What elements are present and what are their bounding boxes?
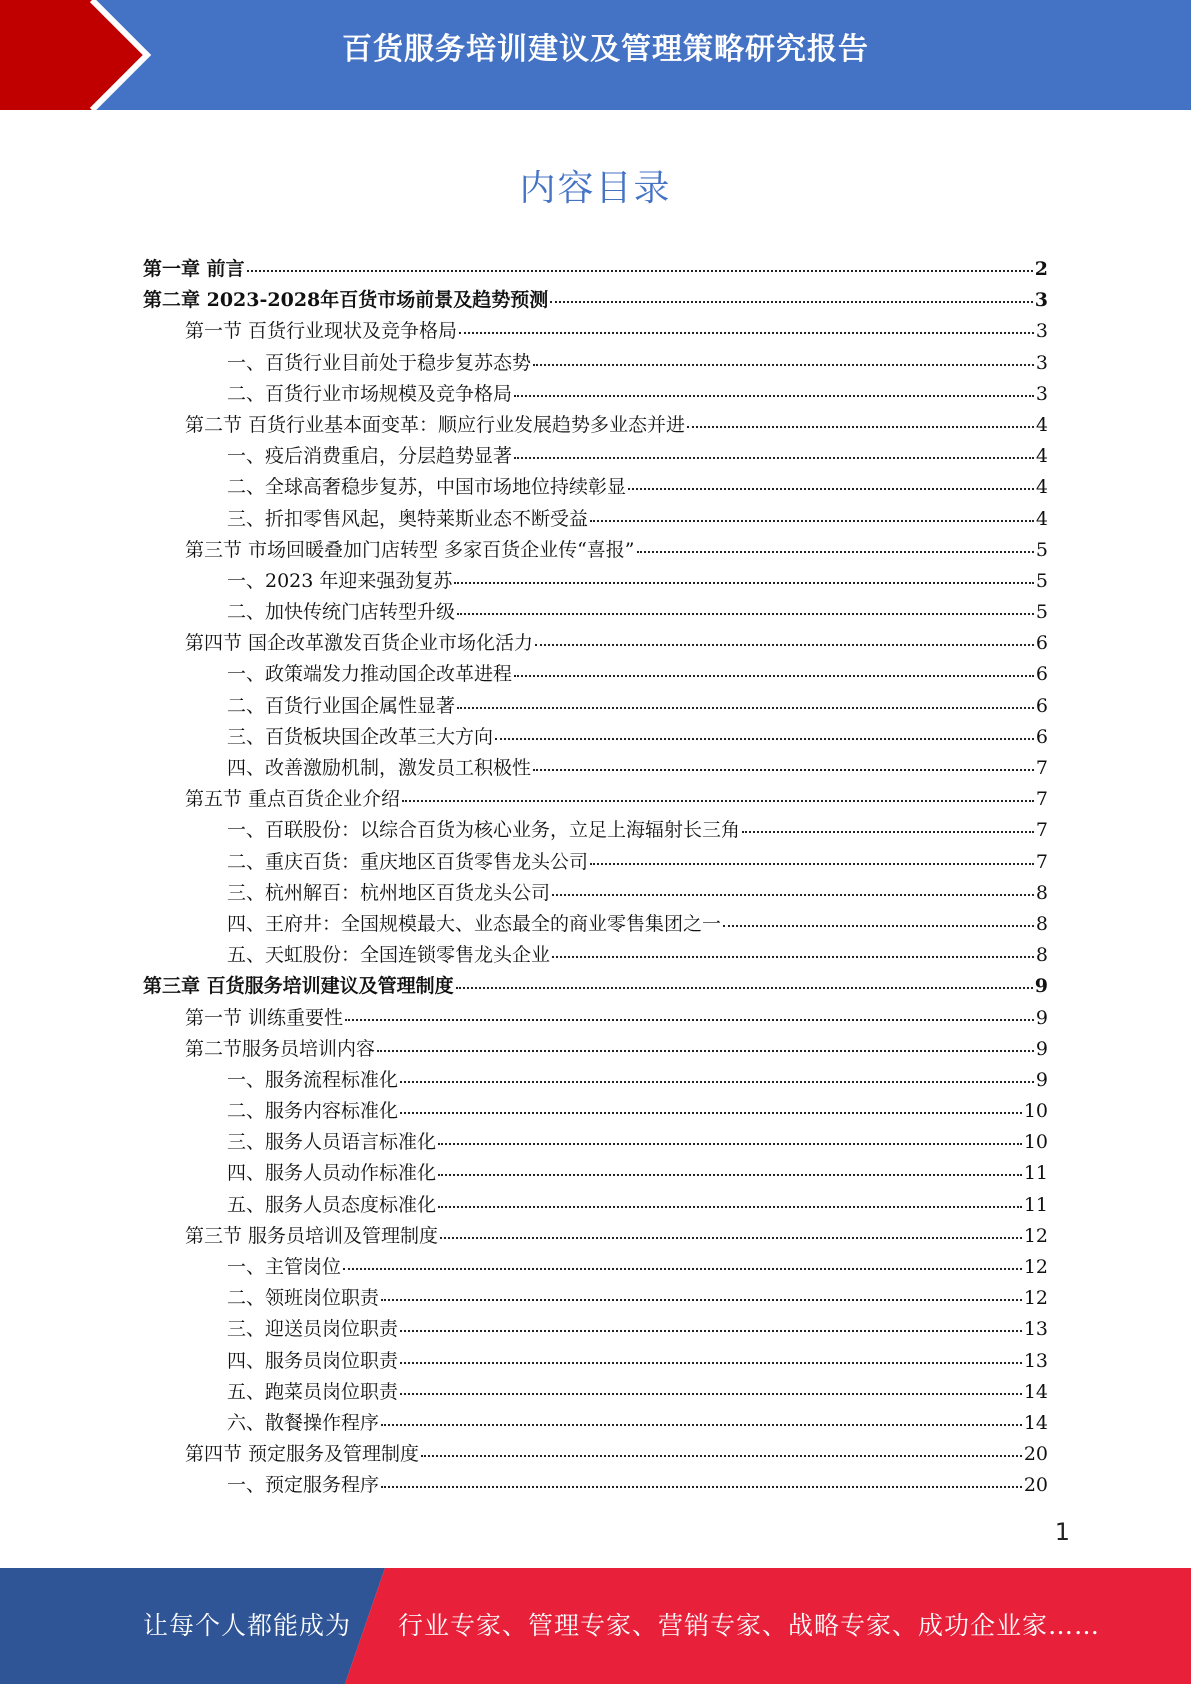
toc-dot-leader bbox=[495, 738, 1034, 740]
toc-entry-page: 6 bbox=[1035, 663, 1048, 686]
toc-entry-page: 13 bbox=[1023, 1349, 1048, 1372]
toc-entry-title: 三、服务人员语言标准化 bbox=[227, 1131, 437, 1154]
toc-entry-title: 一、疫后消费重启，分层趋势显著 bbox=[227, 445, 513, 468]
toc-entry-page: 8 bbox=[1035, 881, 1048, 904]
toc-dot-leader bbox=[345, 1019, 1034, 1021]
toc-entry-page: 3 bbox=[1035, 320, 1048, 343]
toc-dot-leader bbox=[590, 863, 1034, 865]
toc-entry-page: 6 bbox=[1035, 632, 1048, 655]
toc-entry[interactable] bbox=[143, 254, 1048, 285]
toc-entry[interactable] bbox=[143, 566, 1048, 597]
toc-entry[interactable] bbox=[143, 285, 1048, 316]
toc-entry[interactable] bbox=[143, 878, 1048, 909]
toc-entry[interactable] bbox=[143, 472, 1048, 503]
toc-entry[interactable] bbox=[143, 1096, 1048, 1127]
toc-dot-leader bbox=[402, 800, 1034, 802]
toc-dot-leader bbox=[400, 1330, 1022, 1332]
toc-entry-page: 12 bbox=[1023, 1287, 1048, 1310]
toc-entry-title: 五、天虹股份：全国连锁零售龙头企业 bbox=[227, 944, 551, 967]
toc-entry[interactable] bbox=[143, 659, 1048, 690]
toc-dot-leader bbox=[637, 551, 1034, 553]
toc-entry-title: 第四节 国企改革激发百货企业市场化活力 bbox=[185, 632, 534, 655]
toc-dot-leader bbox=[343, 1268, 1022, 1270]
toc-entry-title: 第一节 百货行业现状及竞争格局 bbox=[185, 320, 458, 343]
toc-dot-leader bbox=[247, 270, 1033, 272]
toc-dot-leader bbox=[590, 520, 1034, 522]
toc-dot-leader bbox=[552, 894, 1034, 896]
toc-entry[interactable] bbox=[143, 1158, 1048, 1189]
toc-entry-title: 二、百货行业国企属性显著 bbox=[227, 694, 456, 717]
toc-entry-page: 3 bbox=[1035, 382, 1048, 405]
toc-entry-title: 二、服务内容标准化 bbox=[227, 1100, 399, 1123]
toc-entry-page: 5 bbox=[1035, 601, 1048, 624]
page-number: 1 bbox=[1054, 1518, 1070, 1546]
toc-entry[interactable] bbox=[143, 753, 1048, 784]
toc-entry-page: 5 bbox=[1035, 569, 1048, 592]
toc-entry-page: 7 bbox=[1035, 788, 1048, 811]
toc-entry-page: 10 bbox=[1023, 1131, 1048, 1154]
toc-entry-page: 4 bbox=[1035, 476, 1048, 499]
toc-entry-title: 二、领班岗位职责 bbox=[227, 1287, 380, 1310]
toc-entry-title: 一、政策端发力推动国企改革进程 bbox=[227, 663, 513, 686]
toc-entry[interactable] bbox=[143, 1314, 1048, 1345]
toc-entry-title: 第三章 百货服务培训建议及管理制度 bbox=[143, 975, 454, 998]
toc-entry-page: 2 bbox=[1034, 258, 1048, 280]
toc-dot-leader bbox=[438, 1206, 1022, 1208]
toc-entry[interactable] bbox=[143, 1408, 1048, 1439]
toc-dot-leader bbox=[456, 987, 1033, 989]
toc-entry-title: 二、全球高奢稳步复苏，中国市场地位持续彰显 bbox=[227, 476, 627, 499]
toc-entry-title: 第二节服务员培训内容 bbox=[185, 1037, 376, 1060]
toc-entry-title: 第一节 训练重要性 bbox=[185, 1006, 344, 1029]
toc-entry-title: 四、王府井：全国规模最大、业态最全的商业零售集团之一 bbox=[227, 912, 722, 935]
toc-entry[interactable] bbox=[143, 1283, 1048, 1314]
toc-dot-leader bbox=[381, 1299, 1022, 1301]
toc-entry-page: 6 bbox=[1035, 694, 1048, 717]
toc-entry[interactable] bbox=[143, 348, 1048, 379]
toc-dot-leader bbox=[550, 301, 1033, 303]
toc-entry[interactable] bbox=[143, 410, 1048, 441]
toc-entry-title: 第四节 预定服务及管理制度 bbox=[185, 1443, 420, 1466]
toc-entry-title: 四、改善激励机制，激发员工积极性 bbox=[227, 757, 532, 779]
toc-entry-title: 第二节 百货行业基本面变革：顺应行业发展趋势多业态并进 bbox=[185, 413, 686, 436]
toc-entry-page: 13 bbox=[1023, 1318, 1048, 1341]
toc-dot-leader bbox=[438, 1143, 1022, 1145]
toc-dot-leader bbox=[457, 707, 1034, 709]
toc-entry-title: 五、跑菜员岗位职责 bbox=[227, 1380, 399, 1403]
toc-entry-title: 二、加快传统门店转型升级 bbox=[227, 601, 456, 624]
toc-dot-leader bbox=[514, 395, 1034, 397]
toc-entry-page: 12 bbox=[1023, 1256, 1048, 1278]
footer-slogan-right: 行业专家、管理专家、营销专家、战略专家、成功企业家…… bbox=[398, 1611, 1101, 1640]
toc-entry[interactable] bbox=[143, 722, 1048, 753]
toc-dot-leader bbox=[687, 426, 1034, 428]
toc-entry[interactable] bbox=[143, 1003, 1048, 1034]
toc-entry-page: 7 bbox=[1035, 757, 1048, 779]
toc-entry[interactable] bbox=[143, 815, 1048, 846]
toc-entry-page: 11 bbox=[1023, 1193, 1048, 1216]
toc-entry-page: 8 bbox=[1035, 944, 1048, 967]
toc-dot-leader bbox=[438, 1174, 1022, 1176]
toc-dot-leader bbox=[454, 582, 1034, 584]
toc-dot-leader bbox=[535, 644, 1034, 646]
toc-entry[interactable] bbox=[143, 535, 1048, 566]
toc-entry-title: 一、2023 年迎来强劲复苏 bbox=[227, 569, 453, 592]
toc-entry[interactable] bbox=[143, 971, 1048, 1002]
toc-entry-page: 7 bbox=[1035, 850, 1048, 873]
toc-entry[interactable] bbox=[143, 1034, 1048, 1065]
toc-dot-leader bbox=[514, 457, 1034, 459]
toc-entry-page: 10 bbox=[1023, 1100, 1048, 1123]
toc-entry[interactable] bbox=[143, 940, 1048, 971]
table-of-contents bbox=[143, 254, 1048, 1502]
toc-entry-page: 3 bbox=[1035, 351, 1048, 374]
toc-dot-leader bbox=[400, 1393, 1022, 1395]
toc-entry-page: 9 bbox=[1035, 1037, 1048, 1060]
toc-entry-title: 六、散餐操作程序 bbox=[227, 1411, 380, 1434]
toc-heading: 内容目录 bbox=[519, 168, 672, 209]
toc-dot-leader bbox=[514, 675, 1034, 677]
toc-entry-title: 四、服务员岗位职责 bbox=[227, 1349, 399, 1372]
toc-entry[interactable] bbox=[143, 379, 1048, 410]
toc-entry[interactable] bbox=[143, 1065, 1048, 1096]
toc-entry-page: 20 bbox=[1023, 1443, 1048, 1466]
footer-slogan-left: 让每个人都能成为 bbox=[143, 1611, 352, 1640]
toc-dot-leader bbox=[400, 1362, 1022, 1364]
toc-dot-leader bbox=[533, 364, 1034, 366]
toc-entry-title: 三、百货板块国企改革三大方向 bbox=[227, 725, 494, 748]
toc-entry-page: 14 bbox=[1023, 1380, 1048, 1403]
toc-dot-leader bbox=[381, 1424, 1022, 1426]
toc-entry-title: 五、服务人员态度标准化 bbox=[227, 1193, 437, 1216]
toc-entry-title: 一、百联股份：以综合百货为核心业务，立足上海辐射长三角 bbox=[227, 819, 741, 842]
report-title: 百货服务培训建议及管理策略研究报告 bbox=[342, 32, 869, 67]
toc-dot-leader bbox=[628, 488, 1034, 490]
toc-entry[interactable] bbox=[143, 597, 1048, 628]
toc-entry-title: 三、迎送员岗位职责 bbox=[227, 1318, 399, 1341]
header-band bbox=[0, 0, 1191, 110]
toc-entry-page: 20 bbox=[1023, 1474, 1048, 1497]
toc-entry[interactable] bbox=[143, 628, 1048, 659]
toc-entry[interactable] bbox=[143, 1439, 1048, 1470]
toc-entry-page: 14 bbox=[1023, 1411, 1048, 1434]
footer-band bbox=[0, 1568, 1191, 1684]
toc-entry-title: 二、百货行业市场规模及竞争格局 bbox=[227, 382, 513, 405]
toc-entry[interactable] bbox=[143, 441, 1048, 472]
toc-entry-title: 二、重庆百货：重庆地区百货零售龙头公司 bbox=[227, 850, 589, 873]
toc-entry-title: 一、百货行业目前处于稳步复苏态势 bbox=[227, 351, 532, 374]
toc-entry-title: 第二章 2023-2028年百货市场前景及趋势预测 bbox=[143, 289, 549, 312]
toc-dot-leader bbox=[552, 956, 1034, 958]
toc-dot-leader bbox=[400, 1112, 1022, 1114]
toc-entry-page: 5 bbox=[1035, 538, 1048, 561]
toc-entry-page: 11 bbox=[1023, 1162, 1048, 1185]
toc-entry-page: 4 bbox=[1035, 507, 1048, 530]
toc-entry-title: 一、服务流程标准化 bbox=[227, 1068, 399, 1091]
toc-entry[interactable] bbox=[143, 691, 1048, 722]
toc-entry-title: 一、预定服务程序 bbox=[227, 1474, 380, 1497]
toc-dot-leader bbox=[457, 613, 1034, 615]
toc-entry-page: 12 bbox=[1023, 1224, 1048, 1247]
toc-entry-title: 四、服务人员动作标准化 bbox=[227, 1162, 437, 1185]
toc-dot-leader bbox=[440, 1237, 1022, 1239]
toc-dot-leader bbox=[533, 769, 1034, 771]
toc-entry-page: 9 bbox=[1034, 975, 1048, 998]
toc-entry-title: 第一章 前言 bbox=[143, 258, 245, 280]
toc-entry[interactable] bbox=[143, 1221, 1048, 1252]
toc-entry-page: 3 bbox=[1034, 289, 1048, 312]
toc-entry[interactable] bbox=[143, 1346, 1048, 1377]
toc-entry-page: 4 bbox=[1035, 445, 1048, 468]
toc-entry-title: 三、杭州解百：杭州地区百货龙头公司 bbox=[227, 881, 551, 904]
toc-entry-page: 4 bbox=[1035, 413, 1048, 436]
toc-dot-leader bbox=[742, 831, 1034, 833]
toc-entry-page: 7 bbox=[1035, 819, 1048, 842]
toc-entry-title: 一、主管岗位 bbox=[227, 1256, 342, 1278]
toc-entry[interactable] bbox=[143, 1377, 1048, 1408]
toc-entry[interactable] bbox=[143, 1127, 1048, 1158]
toc-dot-leader bbox=[723, 925, 1034, 927]
toc-dot-leader bbox=[400, 1081, 1034, 1083]
toc-entry[interactable] bbox=[143, 1252, 1048, 1283]
toc-entry[interactable] bbox=[143, 1190, 1048, 1221]
toc-entry[interactable] bbox=[143, 847, 1048, 878]
toc-entry[interactable] bbox=[143, 784, 1048, 815]
toc-entry[interactable] bbox=[143, 909, 1048, 940]
toc-entry-page: 9 bbox=[1035, 1068, 1048, 1091]
toc-entry-page: 6 bbox=[1035, 725, 1048, 748]
toc-entry-page: 9 bbox=[1035, 1006, 1048, 1029]
toc-entry-title: 第三节 服务员培训及管理制度 bbox=[185, 1224, 439, 1247]
toc-entry-title: 第五节 重点百货企业介绍 bbox=[185, 788, 401, 811]
toc-dot-leader bbox=[381, 1486, 1022, 1488]
toc-entry[interactable] bbox=[143, 316, 1048, 347]
toc-entry[interactable] bbox=[143, 504, 1048, 535]
toc-dot-leader bbox=[421, 1455, 1022, 1457]
toc-entry[interactable] bbox=[143, 1470, 1048, 1501]
toc-entry-page: 8 bbox=[1035, 912, 1048, 935]
toc-dot-leader bbox=[459, 332, 1034, 334]
toc-entry-title: 第三节 市场回暖叠加门店转型 多家百货企业传“喜报” bbox=[185, 538, 635, 561]
toc-entry-title: 三、折扣零售风起，奥特莱斯业态不断受益 bbox=[227, 507, 589, 530]
toc-dot-leader bbox=[377, 1050, 1034, 1052]
